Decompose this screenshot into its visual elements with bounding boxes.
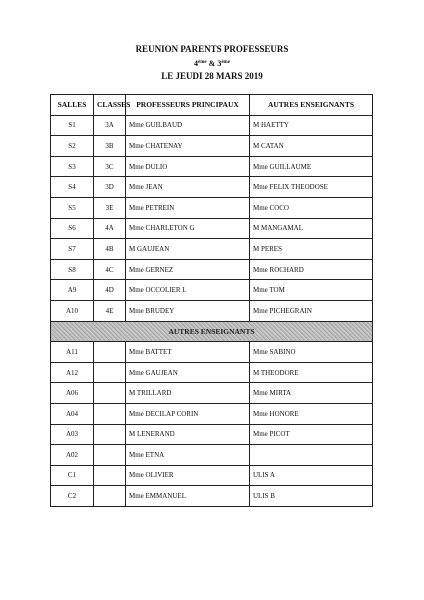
principal-cell: Mme CHATENAY — [126, 136, 250, 157]
table-row — [51, 197, 373, 218]
salle-cell: A06 — [51, 383, 94, 404]
table-row — [51, 342, 373, 363]
table-row — [51, 156, 373, 177]
salle-cell: S8 — [51, 259, 94, 280]
table-row — [51, 218, 373, 239]
principal-cell: Mme EMMANUEL — [126, 486, 250, 507]
classe-cell: 4D — [94, 280, 126, 301]
autre-cell: ULIS B — [250, 486, 373, 507]
classe-cell — [94, 403, 126, 424]
classe-cell — [94, 424, 126, 445]
classe-cell — [94, 445, 126, 466]
table-row — [51, 259, 373, 280]
salle-cell: S5 — [51, 197, 94, 218]
table-row — [51, 424, 373, 445]
classe-cell — [94, 383, 126, 404]
autre-cell: Mme HONORE — [250, 403, 373, 424]
salle-cell: S7 — [51, 239, 94, 260]
principal-cell: Mme OLIVIER — [126, 465, 250, 486]
salle-cell: A12 — [51, 362, 94, 383]
autre-cell — [250, 445, 373, 466]
autre-cell: ULIS A — [250, 465, 373, 486]
autre-cell: M MANGAMAL — [250, 218, 373, 239]
principal-cell: M TRILLARD — [126, 383, 250, 404]
classe-cell: 3D — [94, 177, 126, 198]
autre-cell: M CATAN — [250, 136, 373, 157]
classe-cell — [94, 465, 126, 486]
autre-cell: Mme TOM — [250, 280, 373, 301]
table-row — [51, 177, 373, 198]
salle-cell: A10 — [51, 300, 94, 321]
salle-cell: A9 — [51, 280, 94, 301]
autre-cell: Mme ROCHARD — [250, 259, 373, 280]
table-row — [51, 403, 373, 424]
classe-cell — [94, 486, 126, 507]
principal-cell: Mme ETNA — [126, 445, 250, 466]
classe-cell: 4A — [94, 218, 126, 239]
column-header-classes: CLASSES — [94, 95, 126, 116]
table-row — [51, 465, 373, 486]
section-label: AUTRES ENSEIGNANTS — [51, 321, 373, 342]
classe-cell: 4E — [94, 300, 126, 321]
grade-a: 4 — [194, 59, 199, 68]
salle-cell: C2 — [51, 486, 94, 507]
autre-cell: Mme PICHEGRAIN — [250, 300, 373, 321]
meeting-title: REUNION PARENTS PROFESSEURS — [135, 44, 289, 54]
classe-cell — [94, 362, 126, 383]
table-row — [51, 115, 373, 136]
table-row — [51, 239, 373, 260]
table-row — [51, 136, 373, 157]
grade-b: 3 — [217, 59, 222, 68]
table-row — [51, 280, 373, 301]
principal-cell: M GAUJEAN — [126, 239, 250, 260]
column-header-autres-enseignants: AUTRES ENSEIGNANTS — [250, 95, 373, 116]
table-row — [51, 383, 373, 404]
salle-cell: S2 — [51, 136, 94, 157]
table-row — [51, 486, 373, 507]
table-row — [51, 362, 373, 383]
grade-levels — [0, 56, 424, 70]
principal-cell: Mme PETREIN — [126, 197, 250, 218]
column-header-salles: SALLES — [51, 95, 94, 116]
salle-cell: A03 — [51, 424, 94, 445]
salle-cell: S4 — [51, 177, 94, 198]
table-row — [51, 445, 373, 466]
principal-cell: Mme GERNEZ — [126, 259, 250, 280]
classe-cell: 3B — [94, 136, 126, 157]
classe-cell: 4B — [94, 239, 126, 260]
classe-cell: 3E — [94, 197, 126, 218]
principal-cell: Mme JEAN — [126, 177, 250, 198]
grade-b-suffix: ème — [221, 60, 230, 65]
grade-separator: & — [206, 59, 218, 68]
classe-cell: 4C — [94, 259, 126, 280]
principal-cell: M LENERAND — [126, 424, 250, 445]
salle-cell: S6 — [51, 218, 94, 239]
salle-cell: S1 — [51, 115, 94, 136]
grade-a-suffix: ème — [198, 60, 207, 65]
autre-cell: Mme GUILLAUME — [250, 156, 373, 177]
document-header — [0, 43, 424, 83]
autre-cell: Mme FELIX THEODOSE — [250, 177, 373, 198]
classe-cell: 3C — [94, 156, 126, 177]
salle-cell: A11 — [51, 342, 94, 363]
classe-cell: 3A — [94, 115, 126, 136]
principal-cell: Mme DECILAP CORIN — [126, 403, 250, 424]
meeting-date: LE JEUDI 28 MARS 2019 — [161, 71, 263, 81]
section-divider-row — [51, 321, 373, 342]
autre-cell: M THEODORE — [250, 362, 373, 383]
table-body — [51, 115, 373, 506]
table-header-row — [51, 95, 373, 116]
column-header-professeurs-principaux: PROFESSEURS PRINCIPAUX — [126, 95, 250, 116]
principal-cell: Mme CHARLETON G — [126, 218, 250, 239]
autre-cell: M HAETTY — [250, 115, 373, 136]
autre-cell: Mme SABINO — [250, 342, 373, 363]
autre-cell: Mme PICOT — [250, 424, 373, 445]
autre-cell: Mme MIRTA — [250, 383, 373, 404]
autre-cell: Mme COCO — [250, 197, 373, 218]
principal-cell: Mme BRUDEY — [126, 300, 250, 321]
autre-cell: M PERES — [250, 239, 373, 260]
table-row — [51, 300, 373, 321]
principal-cell: Mme GAUJEAN — [126, 362, 250, 383]
principal-cell: Mme DULIO — [126, 156, 250, 177]
room-assignment-table — [50, 94, 373, 507]
salle-cell: A02 — [51, 445, 94, 466]
principal-cell: Mme OCCOLIER L — [126, 280, 250, 301]
classe-cell — [94, 342, 126, 363]
salle-cell: A04 — [51, 403, 94, 424]
principal-cell: Mme BATTET — [126, 342, 250, 363]
salle-cell: S3 — [51, 156, 94, 177]
salle-cell: C1 — [51, 465, 94, 486]
principal-cell: Mme GUILBAUD — [126, 115, 250, 136]
